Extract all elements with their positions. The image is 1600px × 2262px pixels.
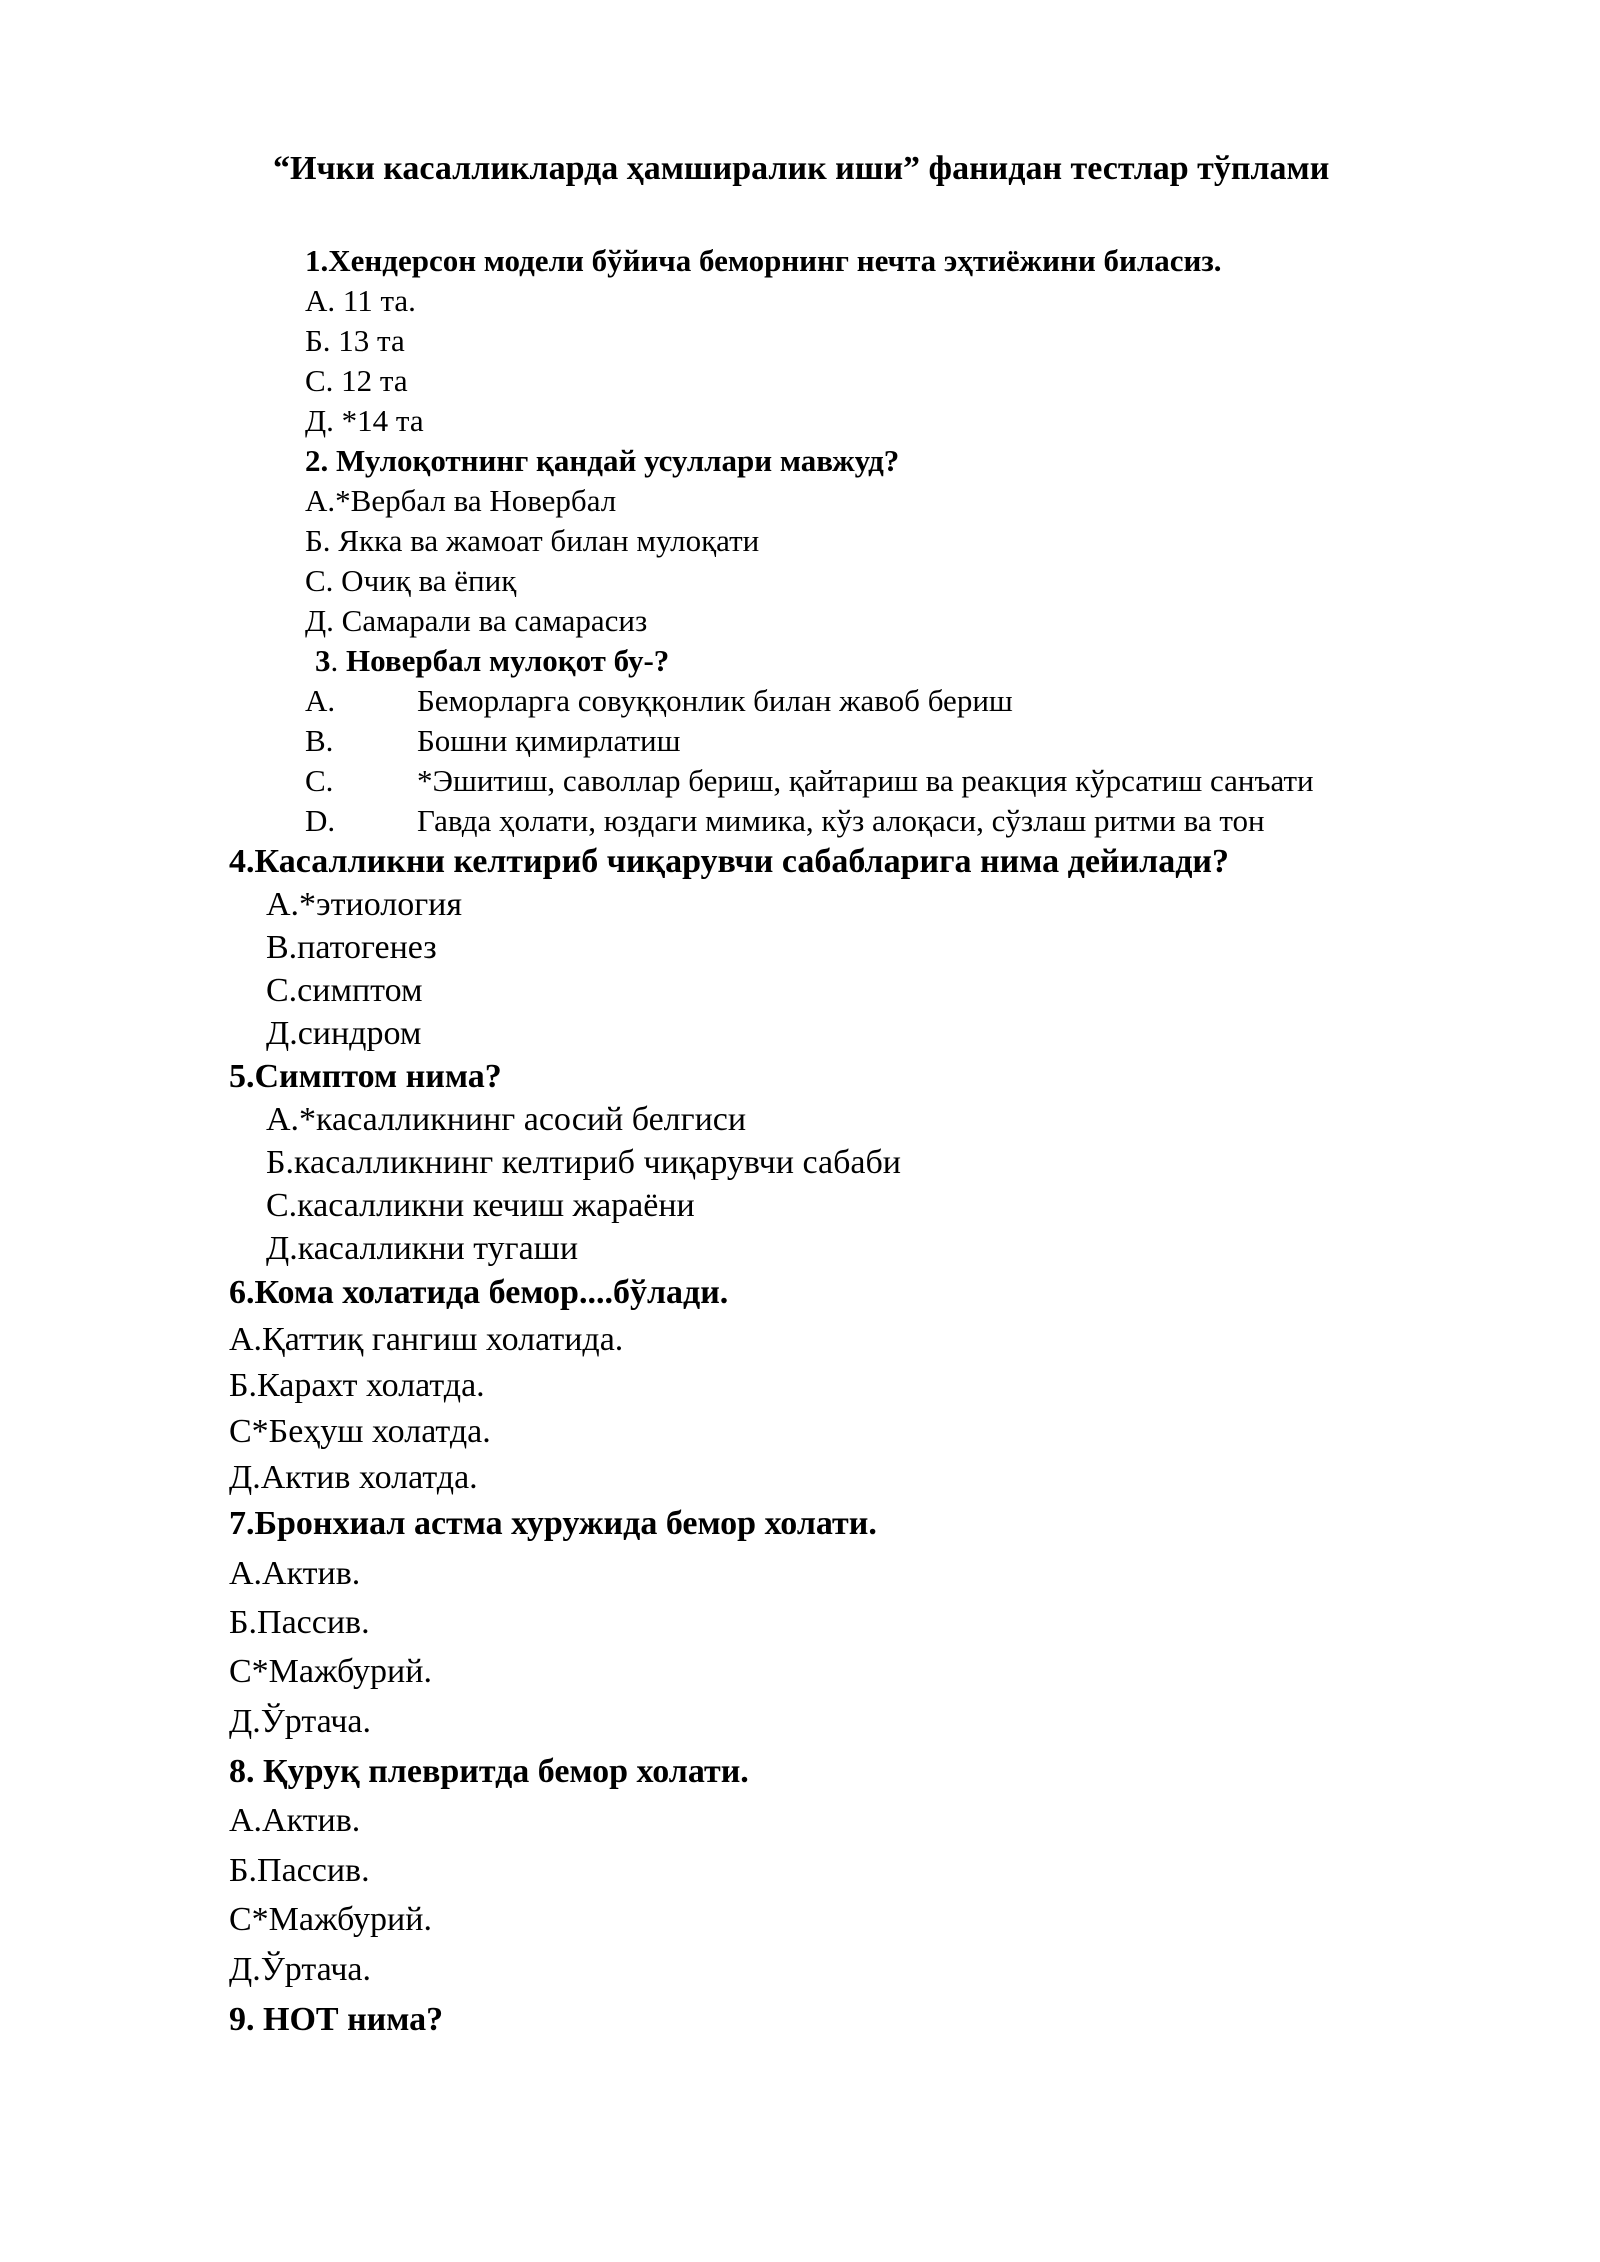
- question-1-option-d: Д. *14 та: [305, 403, 424, 438]
- question-5-option-d: Д.касалликни тугаши: [266, 1230, 579, 1267]
- question-2-option-b: Б. Якка ва жамоат билан мулоқати: [305, 523, 760, 558]
- question-3: [315, 643, 669, 679]
- question-1: [305, 243, 1222, 279]
- question-3-option-d: [305, 803, 1265, 839]
- option-text: *Эшитиш, саволлар бериш, қайтариш ва реакция кўрсатиш санъати: [417, 763, 1314, 798]
- question-1-option-b: Б. 13 та: [305, 323, 405, 358]
- question-4: 4.Касалликни келтириб чиқарувчи сабабларига нима дейилади?: [229, 843, 1229, 880]
- question-8-option-c: С*Мажбурий.: [229, 1901, 432, 1938]
- question-2: [305, 443, 899, 479]
- question-7-option-c: С*Мажбурий.: [229, 1653, 432, 1690]
- question-1-text: 1.Хендерсон модели бўйича беморнинг нечта эҳтиёжини биласиз.: [305, 243, 1222, 278]
- question-6-option-a: А.Қаттиқ гангиш холатида.: [229, 1321, 624, 1358]
- question-5: 5.Симптом нима?: [229, 1058, 502, 1095]
- question-7: 7.Бронхиал астма хуружида бемор холати.: [229, 1505, 877, 1542]
- option-text: Бошни қимирлатиш: [417, 723, 681, 758]
- option-label: A.: [305, 683, 336, 718]
- document-title: “Ички касалликларда ҳамширалик иши” фанидан тестлар тўплами: [273, 150, 1330, 187]
- option-label: B.: [305, 723, 334, 758]
- question-3-option-b: [305, 723, 681, 759]
- question-2-option-a: А.*Вербал ва Новербал: [305, 483, 617, 518]
- question-2-option-d: Д. Самарали ва самарасиз: [305, 603, 648, 638]
- question-2-option-c: С. Очиқ ва ёпиқ: [305, 563, 517, 598]
- question-5-option-b: Б.касалликнинг келтириб чиқарувчи сабаби: [266, 1144, 901, 1181]
- option-text: Беморларга совуққонлик билан жавоб бериш: [417, 683, 1013, 718]
- question-6-option-b: Б.Карахт холатда.: [229, 1367, 485, 1404]
- question-8-option-d: Д.Ўртача.: [229, 1951, 372, 1988]
- question-8: 8. Қуруқ плевритда бемор холати.: [229, 1753, 749, 1790]
- question-5-option-c: С.касалликни кечиш жараёни: [266, 1187, 695, 1224]
- question-5-option-a: А.*касалликнинг асосий белгиси: [266, 1101, 747, 1138]
- question-4-option-c: С.симптом: [266, 972, 423, 1009]
- question-7-option-b: Б.Пассив.: [229, 1604, 370, 1641]
- question-1-option-c: С. 12 та: [305, 363, 408, 398]
- question-7-option-d: Д.Ўртача.: [229, 1703, 372, 1740]
- question-3-number: 3: [315, 643, 331, 678]
- option-label: C.: [305, 763, 334, 798]
- question-3-option-c: [305, 763, 1314, 799]
- question-8-option-b: Б.Пассив.: [229, 1852, 370, 1889]
- question-9: 9. НОТ нима?: [229, 2001, 444, 2038]
- question-7-option-a: А.Актив.: [229, 1555, 361, 1592]
- question-4-option-d: Д.синдром: [266, 1015, 422, 1052]
- question-3-text: Новербал мулоқот бу-?: [338, 643, 670, 678]
- question-6-option-d: Д.Актив холатда.: [229, 1459, 478, 1496]
- question-1-option-a: А. 11 та.: [305, 283, 416, 318]
- question-8-option-a: А.Актив.: [229, 1802, 361, 1839]
- option-label: D.: [305, 803, 336, 838]
- question-3-dot: .: [330, 643, 339, 678]
- question-6-option-c: С*Беҳуш холатда.: [229, 1413, 491, 1450]
- question-4-option-b: В.патогенез: [266, 929, 437, 966]
- option-text: Гавда ҳолати, юздаги мимика, кўз алоқаси, сўзлаш ритми ва тон: [417, 803, 1265, 838]
- question-3-option-a: [305, 683, 1013, 719]
- question-6: 6.Кома холатида бемор....бўлади.: [229, 1274, 729, 1311]
- question-2-text: 2. Мулоқотнинг қандай усуллари мавжуд?: [305, 443, 900, 478]
- question-4-option-a: А.*этиология: [266, 886, 462, 923]
